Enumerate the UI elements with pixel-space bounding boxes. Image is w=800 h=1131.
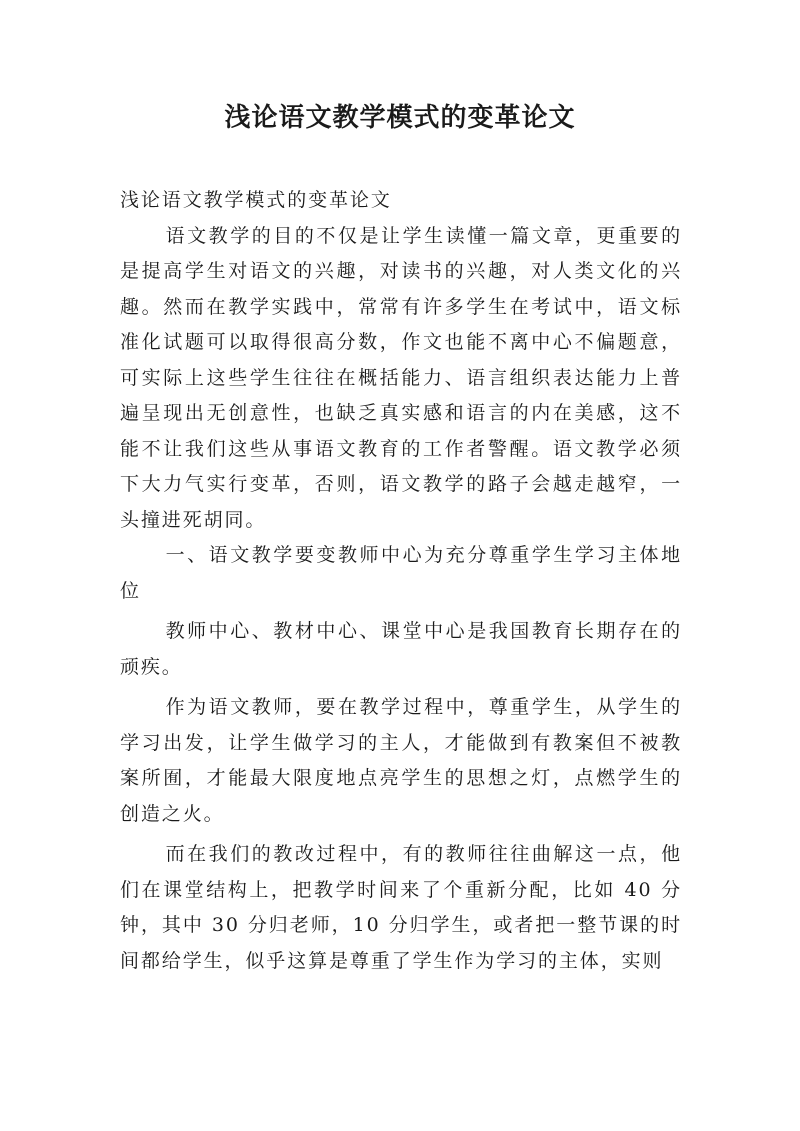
paragraph-teacher-center: 教师中心、教材中心、课堂中心是我国教育长期存在的顽疾。 xyxy=(120,620,682,678)
document-body xyxy=(120,183,682,979)
paragraph-respect-students: 作为语文教师，要在教学过程中，尊重学生，从学生的学习出发，让学生做学习的主人，才能做到有教案但不被教案所囿，才能最大限度地点亮学生的思想之灯，点燃学生的创造之火。 xyxy=(120,696,682,825)
document-title: 浅论语文教学模式的变革论文 xyxy=(224,103,576,133)
paragraph-teaching-reform: 而在我们的教改过程中，有的教师往往曲解这一点，他们在课堂结构上，把教学时间来了个重新分配，比如 40 分钟，其中 30 分归老师，10 分归学生，或者把一整节课的时间都给学生，似乎这算是尊重了学生作为学习的主体，实则 xyxy=(120,843,682,972)
section-heading-1: 一、语文教学要变教师中心为充分尊重学生学习主体地位 xyxy=(120,544,682,602)
paragraph-intro: 语文教学的目的不仅是让学生读懂一篇文章，更重要的是提高学生对语文的兴趣，对读书的兴趣，对人类文化的兴趣。然而在教学实践中，常常有许多学生在考试中，语文标准化试题可以取得很高分数，作文也能不离中心不偏题意，可实际上这些学生往往在概括能力、语言组织表达能力上普遍呈现出无创意性，也缺乏真实感和语言的内在美感，这不能不让我们这些从事语文教育的工作者警醒。语文教学必须下大力气实行变革，否则，语文教学的路子会越走越窄，一头撞进死胡同。 xyxy=(120,224,682,531)
document-subtitle: 浅论语文教学模式的变革论文 xyxy=(120,189,392,211)
